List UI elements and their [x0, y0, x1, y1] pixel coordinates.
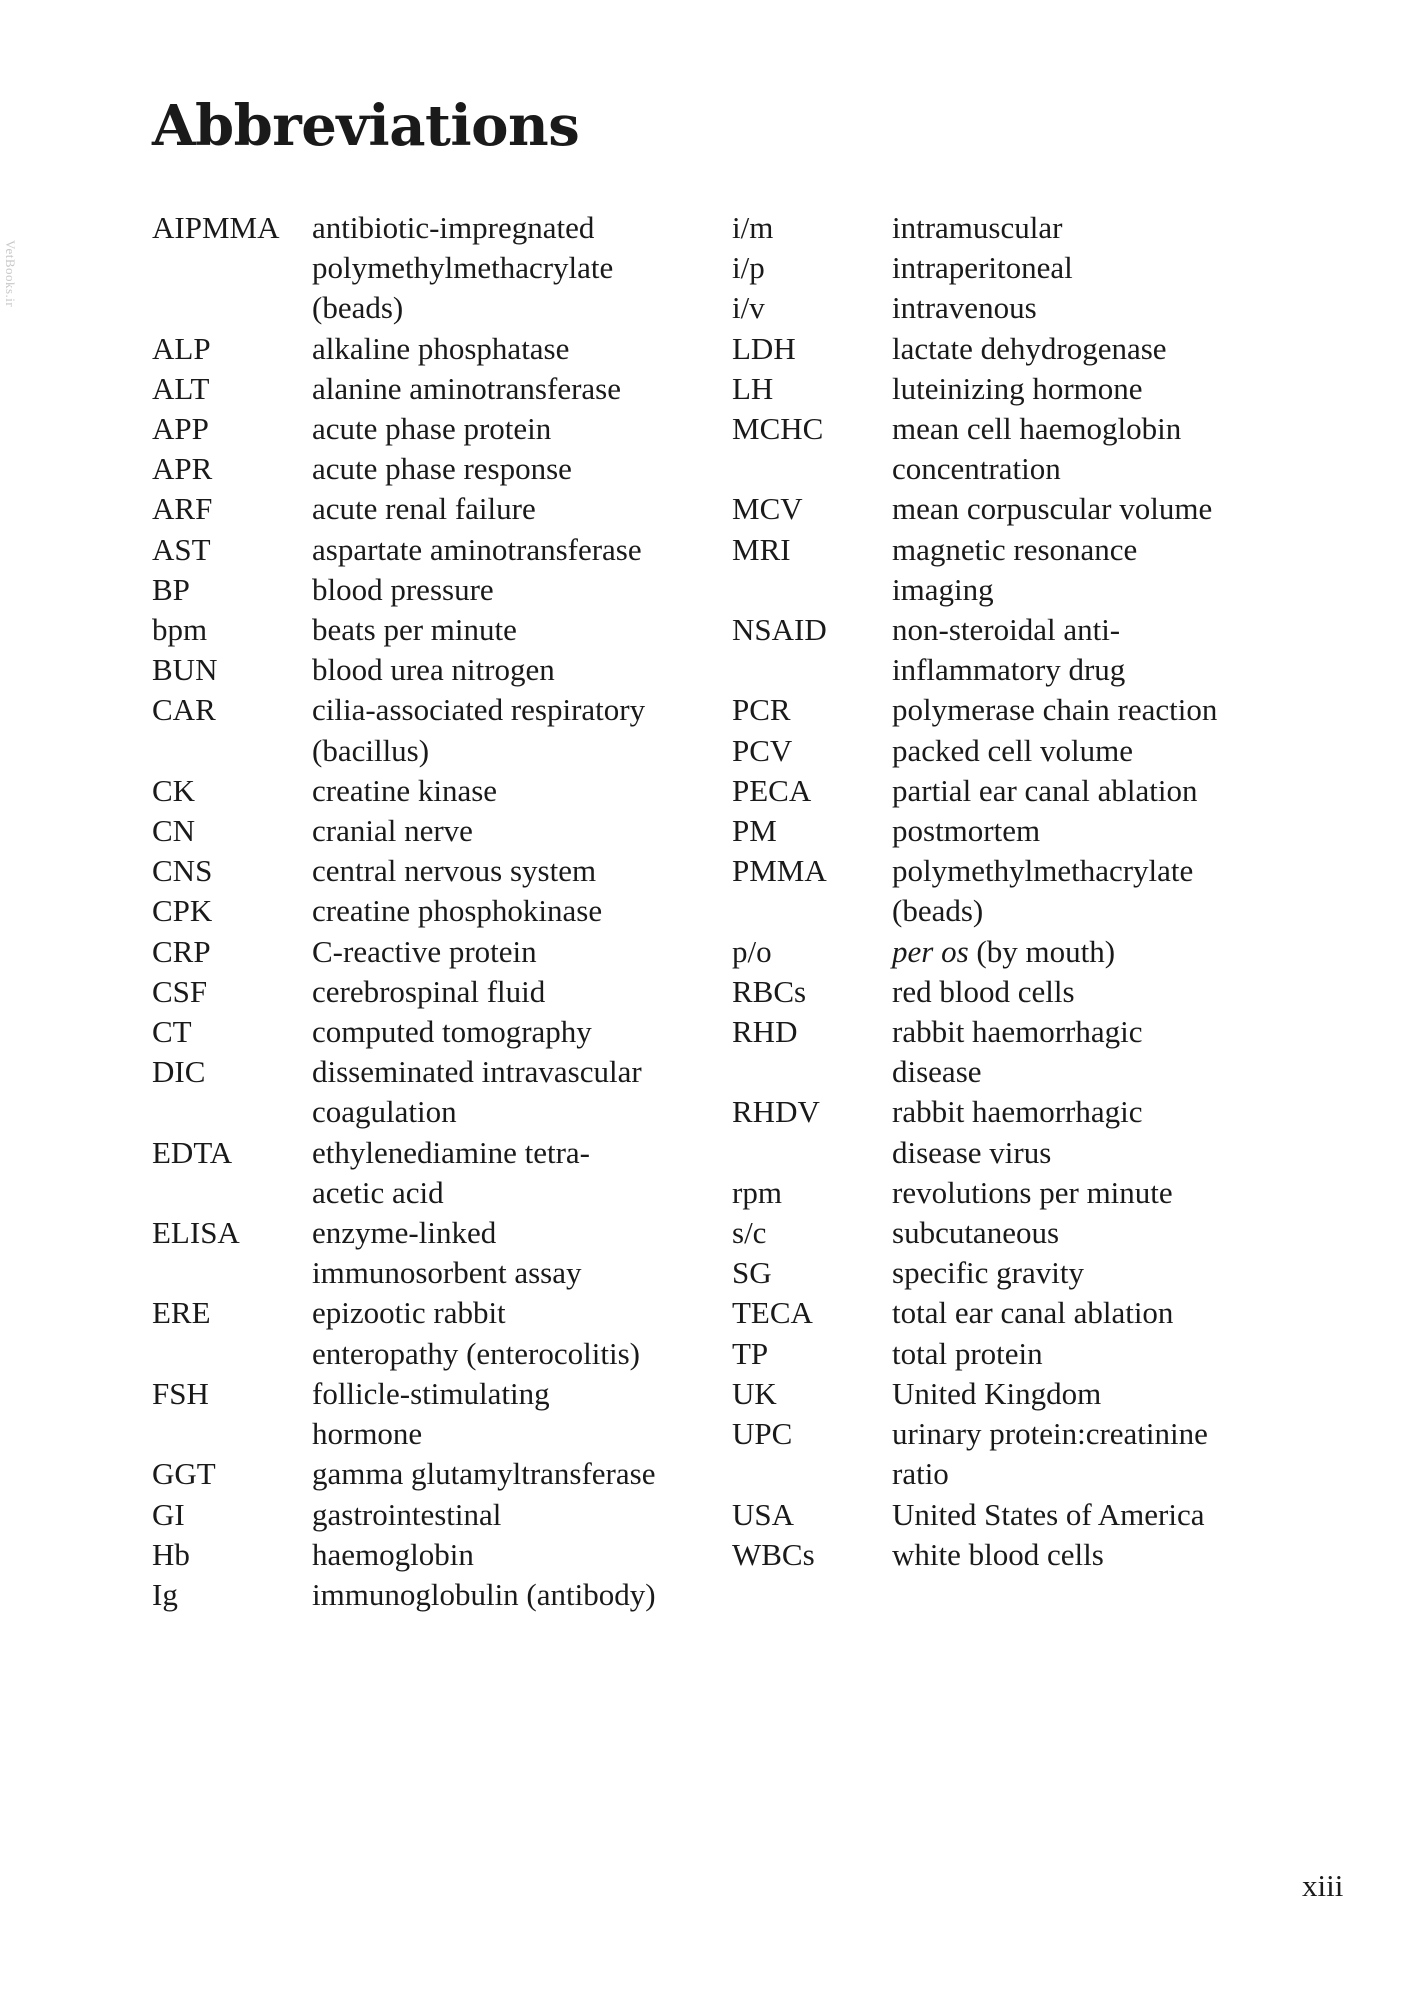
- abbreviation-term: LH: [732, 370, 774, 406]
- abbreviation-term: ALT: [152, 370, 210, 406]
- abbreviation-entry: [152, 1495, 712, 1535]
- abbreviation-entry: [152, 1133, 712, 1213]
- abbreviation-term: RHD: [732, 1014, 798, 1050]
- abbreviation-entry: [152, 570, 712, 610]
- abbreviation-definition: cranial nerve: [312, 813, 473, 849]
- abbreviation-term: USA: [732, 1496, 795, 1532]
- abbreviation-definition: acute phase protein: [312, 411, 552, 447]
- abbreviation-definition: rabbit haemorrhagic disease virus: [892, 1094, 1143, 1170]
- abbreviation-entry: [152, 891, 712, 931]
- abbreviation-definition: acute phase response: [312, 451, 572, 487]
- abbreviation-term: PM: [732, 813, 777, 849]
- abbreviation-term: s/c: [732, 1215, 767, 1251]
- abbreviations-column-right: [732, 208, 1292, 1575]
- abbreviation-entry: [732, 731, 1292, 771]
- abbreviation-entry: [732, 1535, 1292, 1575]
- abbreviation-entry: [152, 1535, 712, 1575]
- abbreviation-definition: non-steroidal anti- inflammatory drug: [892, 612, 1126, 688]
- abbreviation-entry: [152, 530, 712, 570]
- abbreviation-entry: [732, 851, 1292, 931]
- abbreviation-definition: creatine kinase: [312, 772, 498, 808]
- abbreviation-definition: partial ear canal ablation: [892, 772, 1198, 808]
- abbreviation-term: APP: [152, 411, 209, 447]
- abbreviation-term: AIPMMA: [152, 210, 280, 245]
- abbreviation-definition: polymethylmethacrylate (beads): [892, 853, 1194, 929]
- abbreviation-entry: [152, 489, 712, 529]
- abbreviation-entry: [732, 972, 1292, 1012]
- abbreviation-definition: ethylenediamine tetra- acetic acid: [312, 1134, 591, 1210]
- abbreviation-definition: magnetic resonance imaging: [892, 531, 1138, 607]
- abbreviation-definition: computed tomography: [312, 1014, 592, 1050]
- abbreviations-column-left: [152, 208, 712, 1615]
- abbreviation-definition: epizootic rabbit enteropathy (enterocolitis): [312, 1295, 640, 1371]
- abbreviation-term: Hb: [152, 1536, 190, 1572]
- abbreviation-entry: [732, 409, 1292, 489]
- abbreviation-definition: gamma glutamyltransferase: [312, 1456, 656, 1492]
- abbreviation-entry: [732, 329, 1292, 369]
- abbreviation-definition: lactate dehydrogenase: [892, 330, 1167, 366]
- abbreviation-entry: [152, 610, 712, 650]
- definition-italic-part: per os: [892, 933, 969, 969]
- abbreviation-definition: intraperitoneal: [892, 250, 1073, 286]
- abbreviation-entry: [732, 1293, 1292, 1333]
- abbreviation-definition: red blood cells: [892, 973, 1075, 1009]
- abbreviation-term: ALP: [152, 330, 211, 366]
- abbreviation-definition: postmortem: [892, 813, 1041, 849]
- abbreviation-definition: luteinizing hormone: [892, 370, 1143, 406]
- abbreviation-entry: [152, 851, 712, 891]
- abbreviation-term: ARF: [152, 491, 213, 527]
- abbreviation-definition: C-reactive protein: [312, 933, 537, 969]
- abbreviation-term: p/o: [732, 933, 772, 969]
- abbreviation-entry: [732, 1495, 1292, 1535]
- abbreviation-term: ERE: [152, 1295, 211, 1331]
- abbreviation-entry: [152, 771, 712, 811]
- abbreviation-term: GI: [152, 1496, 185, 1532]
- abbreviation-entry: [152, 1012, 712, 1052]
- abbreviation-entry: [152, 449, 712, 489]
- abbreviation-term: RHDV: [732, 1094, 820, 1130]
- abbreviation-entry: [152, 650, 712, 690]
- abbreviation-term: CAR: [152, 692, 216, 728]
- definition-text-part: (by mouth): [968, 933, 1116, 969]
- abbreviation-entry: [152, 1293, 712, 1373]
- abbreviation-definition: urinary protein:creatinine ratio: [892, 1416, 1208, 1492]
- abbreviation-term: APR: [152, 451, 213, 487]
- abbreviation-definition: rabbit haemorrhagic disease: [892, 1014, 1143, 1090]
- abbreviation-definition: beats per minute: [312, 612, 517, 648]
- abbreviation-entry: [152, 972, 712, 1012]
- abbreviation-term: CN: [152, 813, 196, 849]
- abbreviation-term: CT: [152, 1014, 192, 1050]
- abbreviation-entry: [732, 1414, 1292, 1494]
- abbreviation-term: MRI: [732, 531, 791, 567]
- abbreviation-entry: [152, 1374, 712, 1454]
- abbreviation-definition: packed cell volume: [892, 732, 1134, 768]
- abbreviation-entry: [152, 1575, 712, 1615]
- abbreviation-entry: [152, 690, 712, 770]
- abbreviation-definition: intramuscular: [892, 210, 1063, 245]
- abbreviation-entry: [152, 208, 712, 329]
- abbreviation-definition: intravenous: [892, 290, 1037, 326]
- watermark: VetBooks.ir: [3, 240, 18, 308]
- abbreviation-term: CSF: [152, 973, 208, 1009]
- page-title: Abbreviations: [152, 93, 580, 159]
- abbreviation-definition: alanine aminotransferase: [312, 370, 621, 406]
- abbreviation-definition: haemoglobin: [312, 1536, 474, 1572]
- abbreviation-term: MCV: [732, 491, 803, 527]
- abbreviation-definition: total ear canal ablation: [892, 1295, 1174, 1331]
- abbreviation-entry: [732, 690, 1292, 730]
- abbreviation-term: GGT: [152, 1456, 216, 1492]
- abbreviation-definition: United Kingdom: [892, 1375, 1102, 1411]
- abbreviation-definition: acute renal failure: [312, 491, 536, 527]
- abbreviation-term: TP: [732, 1335, 769, 1371]
- abbreviation-entry: [732, 248, 1292, 288]
- abbreviation-definition: follicle-stimulating hormone: [312, 1375, 550, 1452]
- abbreviation-term: CPK: [152, 893, 213, 929]
- abbreviation-definition: aspartate aminotransferase: [312, 531, 642, 567]
- abbreviation-definition: creatine phosphokinase: [312, 893, 603, 929]
- abbreviation-term: rpm: [732, 1174, 782, 1210]
- abbreviation-term: ELISA: [152, 1215, 240, 1251]
- abbreviation-entry: [152, 369, 712, 409]
- abbreviation-term: WBCs: [732, 1536, 815, 1572]
- abbreviation-definition: alkaline phosphatase: [312, 330, 570, 366]
- abbreviation-term: bpm: [152, 612, 208, 648]
- abbreviation-entry: [152, 1454, 712, 1494]
- abbreviation-term: i/m: [732, 210, 774, 245]
- abbreviation-term: PCR: [732, 692, 791, 728]
- abbreviation-entry: [732, 932, 1292, 972]
- abbreviation-term: AST: [152, 531, 211, 567]
- abbreviation-definition: white blood cells: [892, 1536, 1104, 1572]
- abbreviation-definition: total protein: [892, 1335, 1043, 1371]
- abbreviation-definition: polymerase chain reaction: [892, 692, 1218, 728]
- page-number: xiii: [1302, 1868, 1344, 1903]
- abbreviation-entry: [732, 1012, 1292, 1092]
- abbreviation-entry: [732, 811, 1292, 851]
- abbreviation-entry: [732, 1092, 1292, 1172]
- abbreviation-definition: revolutions per minute: [892, 1174, 1173, 1210]
- abbreviation-term: CNS: [152, 853, 213, 889]
- abbreviation-term: LDH: [732, 330, 796, 366]
- abbreviation-term: SG: [732, 1255, 772, 1291]
- abbreviation-term: PCV: [732, 732, 793, 768]
- abbreviation-entry: [732, 771, 1292, 811]
- abbreviation-entry: [732, 530, 1292, 610]
- abbreviation-entry: [152, 932, 712, 972]
- abbreviation-entry: [732, 1213, 1292, 1253]
- abbreviation-entry: [732, 369, 1292, 409]
- abbreviation-definition: blood pressure: [312, 571, 494, 607]
- abbreviation-entry: [152, 329, 712, 369]
- abbreviation-term: DIC: [152, 1054, 206, 1090]
- abbreviation-term: Ig: [152, 1576, 178, 1612]
- abbreviation-definition: cerebrospinal fluid: [312, 973, 546, 1009]
- abbreviation-entry: [152, 811, 712, 851]
- abbreviation-definition: specific gravity: [892, 1255, 1084, 1291]
- abbreviation-term: BP: [152, 571, 190, 607]
- abbreviation-definition: mean cell haemoglobin concentration: [892, 411, 1182, 487]
- abbreviation-entry: [732, 489, 1292, 529]
- abbreviation-term: UK: [732, 1375, 777, 1411]
- abbreviation-term: UPC: [732, 1416, 793, 1452]
- abbreviation-definition: [892, 932, 1292, 972]
- abbreviation-term: i/v: [732, 290, 765, 326]
- abbreviation-definition: enzyme-linked immunosorbent assay: [312, 1215, 582, 1291]
- abbreviation-entry: [152, 1213, 712, 1293]
- abbreviation-term: PECA: [732, 772, 812, 808]
- abbreviation-term: EDTA: [152, 1134, 233, 1170]
- abbreviation-term: CRP: [152, 933, 211, 969]
- abbreviation-entry: [152, 409, 712, 449]
- abbreviation-term: TECA: [732, 1295, 813, 1331]
- abbreviation-entry: [732, 610, 1292, 690]
- abbreviation-term: BUN: [152, 652, 218, 688]
- abbreviation-definition: subcutaneous: [892, 1215, 1060, 1251]
- abbreviation-term: FSH: [152, 1375, 209, 1411]
- abbreviation-entry: [732, 1173, 1292, 1213]
- abbreviation-definition: gastrointestinal: [312, 1496, 502, 1532]
- abbreviation-term: i/p: [732, 250, 765, 286]
- abbreviation-definition: cilia-associated respiratory (bacillus): [312, 692, 646, 768]
- abbreviation-term: NSAID: [732, 612, 827, 648]
- abbreviation-definition: disseminated intravascular coagulation: [312, 1054, 642, 1130]
- abbreviation-definition: United States of America: [892, 1496, 1205, 1532]
- abbreviation-definition: immunoglobulin (antibody): [312, 1576, 656, 1612]
- abbreviation-term: RBCs: [732, 973, 807, 1009]
- abbreviation-entry: [152, 1052, 712, 1132]
- abbreviation-definition: blood urea nitrogen: [312, 652, 555, 688]
- abbreviation-term: CK: [152, 772, 196, 808]
- abbreviation-term: MCHC: [732, 411, 824, 447]
- abbreviation-term: PMMA: [732, 853, 827, 889]
- abbreviation-entry: [732, 1253, 1292, 1293]
- abbreviation-entry: [732, 1334, 1292, 1374]
- abbreviation-entry: [732, 288, 1292, 328]
- abbreviation-definition: mean corpuscular volume: [892, 491, 1213, 527]
- abbreviation-definition: antibiotic-impregnated polymethylmethacrylate (beads): [312, 210, 614, 326]
- abbreviation-definition: central nervous system: [312, 853, 597, 889]
- abbreviation-entry: [732, 208, 1292, 248]
- abbreviation-entry: [732, 1374, 1292, 1414]
